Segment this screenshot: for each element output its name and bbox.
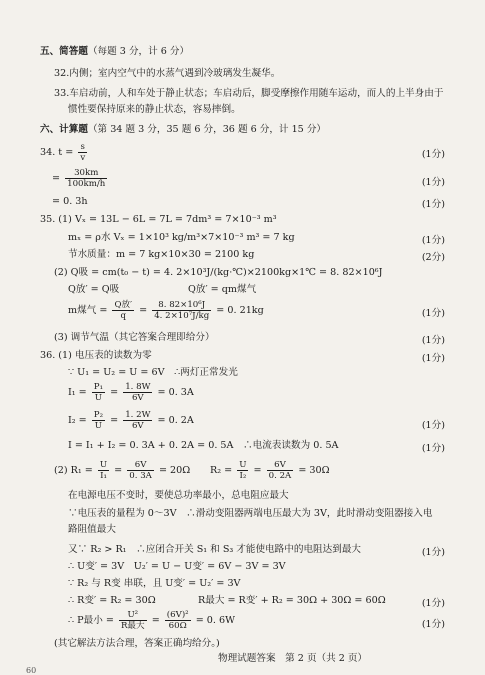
q35-line5b: Q放′ = qm煤气 <box>188 284 257 295</box>
q36-l6-n1: U <box>99 460 108 470</box>
q36-l3-frac1 <box>92 382 105 403</box>
q36-l4-d2: 6V <box>131 421 144 431</box>
q36-l6-n2: 6V <box>127 460 154 471</box>
q36-l3-mid: = <box>110 387 119 398</box>
q36-l6b-n2: 6V <box>267 460 294 471</box>
q35-line4: (2) Q吸 = cm(t₀ − t) = 4. 2×10³J/(kg·℃)×2100kg×1℃ = 8. 82×10⁶J <box>54 267 383 278</box>
q36-l3-frac2 <box>123 382 152 403</box>
q35-l6-num2: 8. 82×10⁶J <box>152 300 211 311</box>
q36-l6b-post: = 30Ω <box>298 465 330 476</box>
q36-l3-d1: U <box>94 393 103 403</box>
q36-line8: ∵电压表的量程为 0～3V ∴滑动变阻器两端电压最大为 3V，此时滑动变阻器接入电 <box>68 508 433 519</box>
section-6-note: （第 34 题 3 分，35 题 6 分，36 题 6 分，计 15 分） <box>87 124 327 135</box>
q35-line1: 35. (1) Vₓ = 13L − 6L = 7L = 7dm³ = 7×10⁻³ m³ <box>40 214 277 225</box>
q36-l14-frac2 <box>165 610 191 631</box>
q36-line6b: R₂ = $\frac{U}{\text{I₂}}$ = $\frac{6V}{0. 2A}$ = 30Ω <box>210 460 330 481</box>
q34-score-3: (1分) <box>421 199 445 210</box>
q36-l3-n1: P₁ <box>93 382 104 392</box>
answer-33-line1: 33.车启动前，人和车处于静止状态；车启动后，脚受摩擦作用随车运动，而人的上半身由于 <box>54 88 444 99</box>
q36-line5: I = I₁ + I₂ = 0. 3A + 0. 2A = 0. 5A ∴电流表读数为 0. 5A <box>68 440 339 451</box>
q36-l4-n1: P₂ <box>93 410 104 420</box>
q36-l14-mid: = <box>151 615 160 626</box>
q36-l14-d1: R最大 <box>120 621 145 631</box>
q34-l2-fraction <box>65 168 107 189</box>
q35-l6-frac2 <box>152 300 211 321</box>
q36-line13a: ∴ R变′ = R₂ = 30Ω <box>68 595 156 606</box>
q35-l6-num1: Q放′ <box>114 300 133 310</box>
q34-line3: = 0. 3h <box>52 196 88 207</box>
q36-line11: ∴ U变′ = 3V U₂′ = U − U变′ = 6V − 3V = 3V <box>68 561 286 572</box>
q36-l3-n2: 1. 8W <box>125 382 151 392</box>
q36-score-13: (1分) <box>421 598 445 609</box>
q36-l6b-d2: 0. 2A <box>268 471 292 481</box>
q36-line3 <box>68 382 194 403</box>
q36-line6: (2) R₁ = $\frac{U}{\text{I₁}}$ = $\frac{6V}{0. 3A}$ = 20Ω <box>54 460 191 481</box>
q35-l6-post: = 0. 21kg <box>216 305 264 316</box>
q36-l6-prefix: (2) R₁ = <box>54 465 93 476</box>
q36-l6b-n1: U <box>239 460 247 470</box>
q34-l2-den: 100km/h <box>67 179 106 189</box>
q36-l14-n1: U² <box>119 610 147 621</box>
q36-l6-d1: I₁ <box>100 471 107 481</box>
q36-l6-d2: 0. 3A <box>129 471 152 481</box>
q35-score-7: (1分) <box>421 335 445 346</box>
q35-l6-prefix: m煤气 = <box>68 305 108 316</box>
q36-score-14: (1分) <box>421 619 445 630</box>
q36-l6-post: = 20Ω <box>158 465 191 476</box>
answer-32: 32.内侧；室内空气中的水蒸气遇到冷玻璃发生凝华。 <box>54 68 281 79</box>
q36-l3-post: = 0. 3A <box>157 387 194 398</box>
q36-l6b-d1: I₂ <box>239 471 247 481</box>
q35-line5a: Q放′ = Q吸 <box>68 284 120 295</box>
q36-line14 <box>68 610 235 631</box>
q35-l6-den1: q <box>120 311 126 321</box>
q35-score-3: (2分) <box>421 252 445 263</box>
section-5-title: 五、简答题 <box>40 46 88 57</box>
q36-l6b-prefix: R₂ = <box>210 465 233 476</box>
q35-score-1: (1分) <box>421 235 445 246</box>
q36-l14-n2: (6V)² <box>166 610 189 620</box>
q34-fraction <box>78 142 87 163</box>
q36-l14-d2: 60Ω <box>168 621 187 631</box>
q35-line7: (3) 调节气温（其它答案合理即给分） <box>54 332 215 343</box>
q35-l6-den2: 4. 2×10⁷J/kg <box>154 311 210 321</box>
q34-num: s <box>78 142 87 153</box>
q36-l14-prefix: ∴ P最小 = <box>68 615 114 626</box>
q36-l14-post: = 0. 6W <box>195 615 235 626</box>
q36-l3-prefix: I₁ = <box>68 387 87 398</box>
q34-score-2: (1分) <box>421 177 445 188</box>
q36-score-4: (1分) <box>421 420 445 431</box>
q35-l6-frac1 <box>112 300 134 321</box>
q35-l6-mid: = <box>139 305 148 316</box>
q36-score-1: (1分) <box>421 353 445 364</box>
page-footer: 物理试题答案 第 2 页（共 2 页） <box>218 653 368 664</box>
q35-line3: 节水质量：m = 7 kg×10×30 = 2100 kg <box>68 249 255 260</box>
q36-score-5: (1分) <box>421 443 445 454</box>
section-5-note: （每题 3 分，计 6 分） <box>87 46 190 57</box>
q34-line2 <box>52 168 109 189</box>
q36-l4-frac1 <box>92 410 105 431</box>
q36-l14-frac1 <box>119 610 147 631</box>
q36-l3-d2: 6V <box>131 393 144 403</box>
q34-prefix: 34. t = <box>40 147 74 158</box>
q36-l4-post: = 0. 2A <box>157 415 194 426</box>
q35-line2: mₓ = ρ水 Vₓ = 1×10³ kg/m³×7×10⁻³ m³ = 7 kg <box>68 232 295 243</box>
q36-line12: ∵ R₂ 与 R变 串联，且 U变′ = U₂′ = 3V <box>68 578 241 589</box>
q36-line7: 在电源电压不变时，要使总功率最小，总电阻应最大 <box>68 490 289 501</box>
q36-l6-frac1 <box>98 460 109 481</box>
q36-line9: 路阻值最大 <box>68 524 116 535</box>
q36-line4 <box>68 410 194 431</box>
q36-l4-d1: U <box>94 421 103 431</box>
q36-line1: 36. (1) 电压表的读数为零 <box>40 350 152 361</box>
q34-l2-prefix: = <box>52 173 61 184</box>
answer-33-line2: 惯性要保持原来的静止状态，容易摔倒。 <box>68 104 241 115</box>
q36-l6-frac2 <box>127 460 154 481</box>
section-6-heading <box>40 124 326 136</box>
q36-line15: (其它解法方法合理，答案正确均给分。) <box>54 638 220 649</box>
page-corner-number: 60 <box>26 666 37 675</box>
q36-l6b-frac2 <box>267 460 294 481</box>
section-6-title: 六、计算题 <box>40 124 88 135</box>
q36-line10: 又∵ R₂ > R₁ ∴应闭合开关 S₁ 和 S₃ 才能使电路中的电阻达到最大 <box>68 544 362 555</box>
q36-score-10: (1分) <box>421 547 445 558</box>
q35-line6 <box>68 300 264 321</box>
section-5-heading <box>40 46 189 58</box>
q34-l2-num: 30km <box>65 168 107 179</box>
q36-l4-frac2 <box>123 410 152 431</box>
q36-line13b: R最大 = R变′ + R₂ = 30Ω + 30Ω = 60Ω <box>198 595 386 606</box>
q36-l4-prefix: I₂ = <box>68 415 87 426</box>
q36-l6b-frac1 <box>237 460 248 481</box>
q34-den: v <box>80 153 86 163</box>
q36-l4-n2: 1. 2W <box>125 410 151 420</box>
q36-l4-mid: = <box>110 415 119 426</box>
q34-score-1: (1分) <box>421 149 445 160</box>
q36-line2: ∵ U₁ = U₂ = U = 6V ∴两灯正常发光 <box>68 367 238 378</box>
q35-score-6: (1分) <box>421 308 445 319</box>
q34-line1 <box>40 142 89 163</box>
